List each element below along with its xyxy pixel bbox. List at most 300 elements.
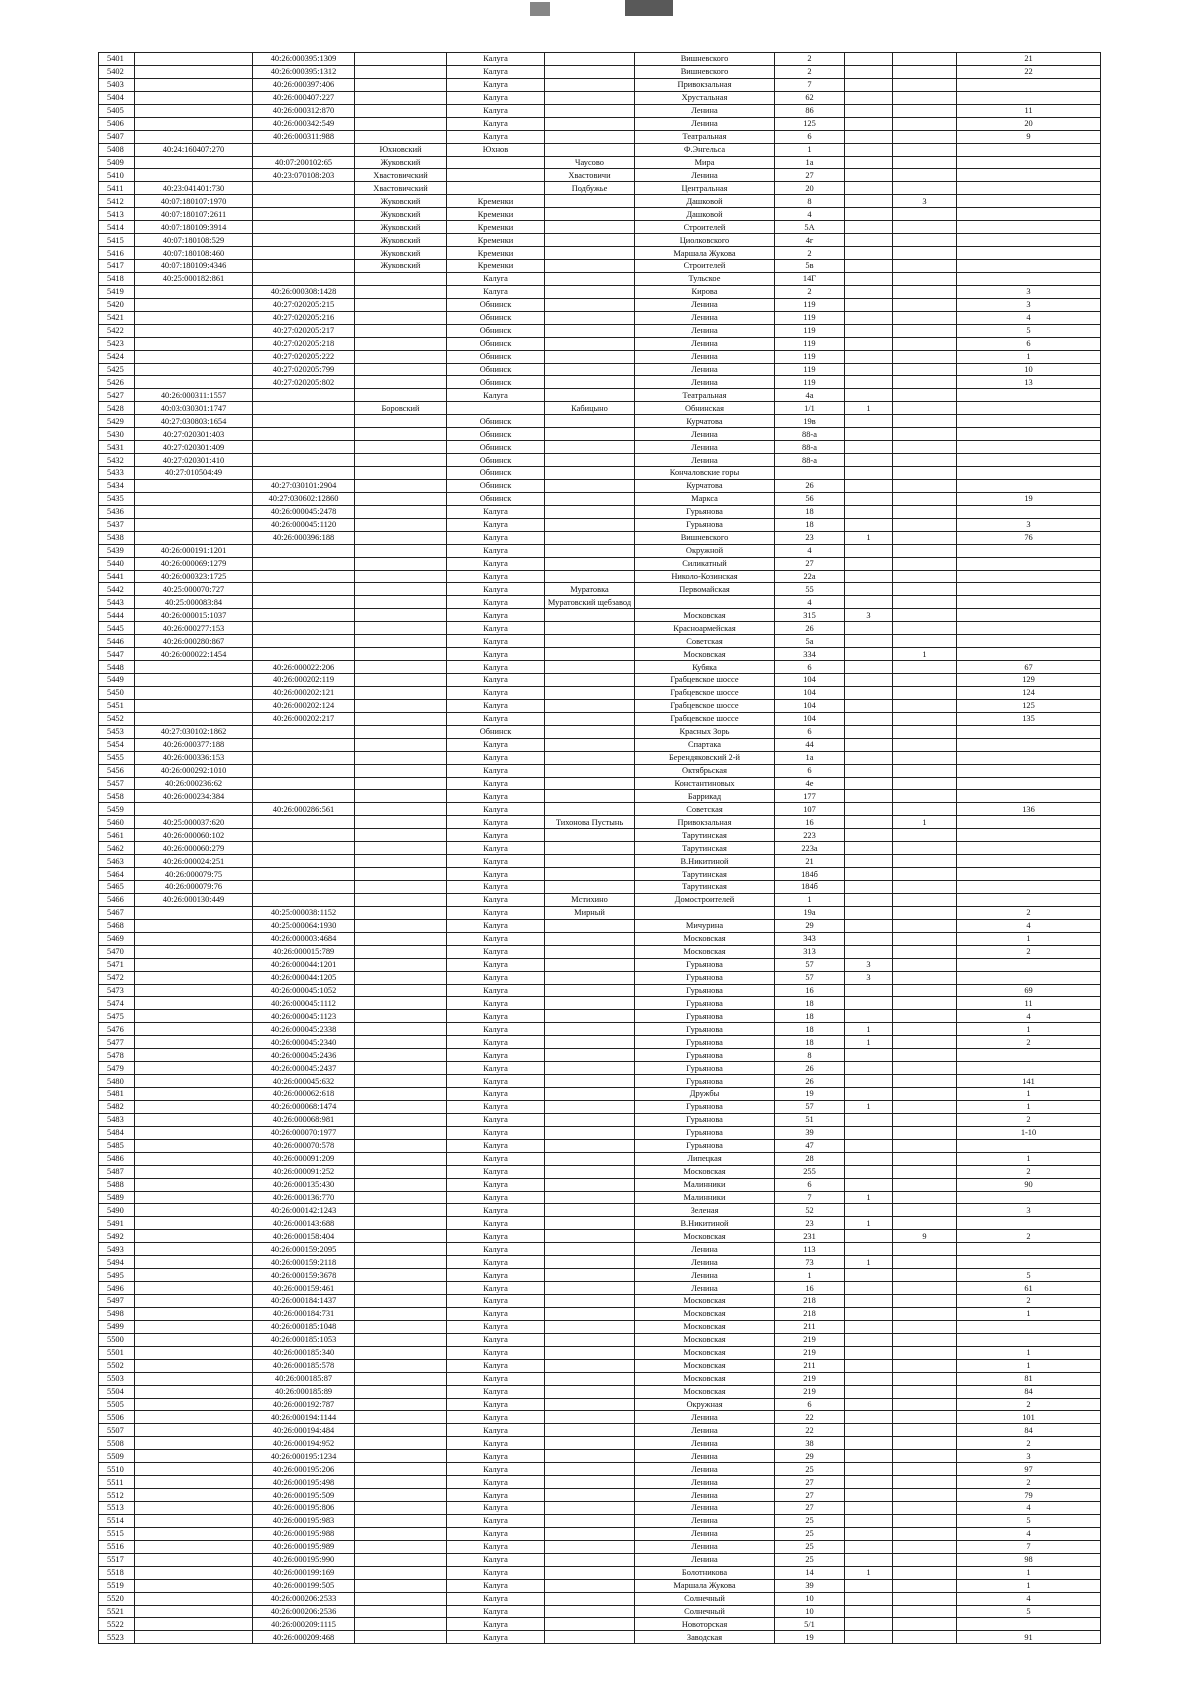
cell-street: Гурьянова [635,1010,775,1023]
cell-city: Обнинск [447,467,545,480]
cell-cad_a: 40:26:000336:153 [135,751,253,764]
cell-village [545,712,635,725]
cell-cad_b: 40:27:020205:222 [253,350,355,363]
cell-house: 119 [775,350,845,363]
cell-village [545,1075,635,1088]
cell-district [355,454,447,467]
cell-district: Жуковский [355,234,447,247]
cell-district [355,1075,447,1088]
cell-cad_b: 40:26:000195:1234 [253,1450,355,1463]
cell-district [355,479,447,492]
cell-district [355,971,447,984]
cell-city: Обнинск [447,725,545,738]
cell-house: 27 [775,557,845,570]
cell-district [355,1256,447,1269]
cell-cad_a [135,1165,253,1178]
cell-flat [957,402,1101,415]
cell-street: Московская [635,1372,775,1385]
cell-stroenie [893,260,957,273]
cell-district [355,1592,447,1605]
cell-n: 5423 [99,337,135,350]
cell-village [545,78,635,91]
table-row [99,1204,1101,1217]
cell-n: 5476 [99,1023,135,1036]
cell-cad_b [253,208,355,221]
cell-flat [957,777,1101,790]
table-row [99,441,1101,454]
cell-house: 28 [775,1152,845,1165]
cell-cad_b: 40:26:000397:406 [253,78,355,91]
cell-district [355,1450,447,1463]
cell-house: 57 [775,1100,845,1113]
cell-korpus [845,1579,893,1592]
cell-cad_a [135,661,253,674]
cell-district [355,428,447,441]
cell-district: Жуковский [355,208,447,221]
cell-korpus [845,1540,893,1553]
cell-flat [957,1049,1101,1062]
cell-city [447,169,545,182]
cell-n: 5433 [99,467,135,480]
cell-korpus [845,1372,893,1385]
cell-city: Обнинск [447,492,545,505]
cell-korpus [845,777,893,790]
table-row [99,699,1101,712]
cell-flat: 1 [957,1359,1101,1372]
cell-city: Калуга [447,997,545,1010]
cell-cad_b: 40:26:000142:1243 [253,1204,355,1217]
cell-village [545,1204,635,1217]
cell-city: Калуга [447,1075,545,1088]
cell-korpus [845,298,893,311]
table-row [99,53,1101,66]
cell-cad_b: 40:26:000045:2436 [253,1049,355,1062]
table-row [99,234,1101,247]
cell-korpus [845,1527,893,1540]
cell-village [545,1592,635,1605]
cell-n: 5456 [99,764,135,777]
cell-district [355,842,447,855]
cell-flat [957,790,1101,803]
cell-district [355,583,447,596]
cell-cad_b [253,454,355,467]
cell-village [545,143,635,156]
cell-korpus [845,1411,893,1424]
cell-city: Калуга [447,596,545,609]
cell-stroenie [893,635,957,648]
cell-village [545,945,635,958]
cell-cad_a [135,971,253,984]
cell-flat: 3 [957,285,1101,298]
cell-cad_a: 40:27:030803:1654 [135,415,253,428]
cell-n: 5499 [99,1320,135,1333]
table-row [99,467,1101,480]
table-row [99,816,1101,829]
cell-street: Гурьянова [635,1062,775,1075]
cell-n: 5487 [99,1165,135,1178]
cell-n: 5406 [99,117,135,130]
cell-cad_a [135,712,253,725]
cell-house: 1 [775,143,845,156]
cell-cad_b: 40:26:000045:2340 [253,1036,355,1049]
table-row [99,1295,1101,1308]
cell-flat: 3 [957,518,1101,531]
cell-street: Ленина [635,117,775,130]
cell-flat [957,557,1101,570]
cell-cad_a [135,1320,253,1333]
cell-stroenie: 3 [893,195,957,208]
cell-street: Тульское [635,272,775,285]
cell-stroenie [893,1411,957,1424]
cell-stroenie [893,893,957,906]
table-row [99,1062,1101,1075]
cell-korpus [845,1346,893,1359]
cell-city: Калуга [447,130,545,143]
cell-district: Жуковский [355,195,447,208]
cell-cad_a [135,1217,253,1230]
cell-flat [957,1217,1101,1230]
cell-district [355,712,447,725]
cell-cad_a: 40:26:000079:76 [135,881,253,894]
cell-city: Калуга [447,855,545,868]
cell-house: 2 [775,53,845,66]
cell-street: Силикатный [635,557,775,570]
cell-house: 26 [775,622,845,635]
cell-village [545,725,635,738]
cell-city: Калуга [447,803,545,816]
cell-cad_a [135,285,253,298]
cell-stroenie [893,454,957,467]
cell-korpus [845,65,893,78]
cell-n: 5413 [99,208,135,221]
cell-cad_a: 40:26:000069:1279 [135,557,253,570]
cell-stroenie [893,1269,957,1282]
table-row [99,1618,1101,1631]
cell-cad_a [135,1398,253,1411]
cell-cad_b: 40:26:000195:498 [253,1476,355,1489]
cell-cad_b: 40:26:000202:217 [253,712,355,725]
cell-village [545,1502,635,1515]
cell-korpus [845,661,893,674]
cell-cad_b [253,234,355,247]
table-row [99,505,1101,518]
table-row [99,1385,1101,1398]
table-row [99,311,1101,324]
cell-district [355,1424,447,1437]
cell-district [355,635,447,648]
cell-district: Хвастовичский [355,169,447,182]
cell-house: 219 [775,1385,845,1398]
cell-n: 5438 [99,531,135,544]
cell-street: Московская [635,1385,775,1398]
cell-city: Калуга [447,932,545,945]
cell-city: Калуга [447,1178,545,1191]
cell-cad_a [135,1049,253,1062]
cell-city: Калуга [447,764,545,777]
cell-district [355,1514,447,1527]
cell-flat [957,505,1101,518]
cell-house: 177 [775,790,845,803]
table-row [99,272,1101,285]
cell-village [545,1295,635,1308]
cell-cad_b: 40:26:000136:770 [253,1191,355,1204]
cell-flat [957,583,1101,596]
cell-stroenie [893,415,957,428]
cell-village: Мстихино [545,893,635,906]
cell-stroenie [893,790,957,803]
cell-n: 5435 [99,492,135,505]
cell-city [447,182,545,195]
cell-stroenie [893,324,957,337]
cell-flat [957,570,1101,583]
cell-flat: 101 [957,1411,1101,1424]
cell-village [545,505,635,518]
cell-flat: 1 [957,1152,1101,1165]
cell-street: Болотникова [635,1566,775,1579]
cell-korpus [845,881,893,894]
cell-district [355,661,447,674]
cell-cad_b: 40:26:000195:989 [253,1540,355,1553]
cell-house: 25 [775,1553,845,1566]
cell-korpus [845,648,893,661]
table-row [99,1191,1101,1204]
cell-stroenie [893,544,957,557]
table-row [99,518,1101,531]
cell-korpus [845,311,893,324]
cell-flat [957,1062,1101,1075]
cell-house: 7 [775,78,845,91]
cell-city: Калуга [447,1372,545,1385]
cell-district [355,855,447,868]
table-row [99,1592,1101,1605]
cell-city: Калуга [447,1320,545,1333]
cell-district [355,1553,447,1566]
cell-city: Калуга [447,1139,545,1152]
cell-village [545,1579,635,1592]
cell-house: 1а [775,156,845,169]
cell-cad_a [135,1618,253,1631]
cell-cad_a [135,1191,253,1204]
cell-cad_a [135,1307,253,1320]
cell-village [545,1307,635,1320]
cell-stroenie [893,984,957,997]
table-row [99,997,1101,1010]
cell-house: 25 [775,1514,845,1527]
cell-n: 5496 [99,1282,135,1295]
table-row [99,298,1101,311]
cell-cad_b [253,829,355,842]
cell-stroenie [893,1476,957,1489]
cell-cad_b [253,272,355,285]
cell-flat [957,182,1101,195]
cell-cad_b [253,143,355,156]
table-row [99,648,1101,661]
cell-stroenie [893,156,957,169]
cell-cad_a: 40:07:180107:2611 [135,208,253,221]
cell-city: Калуга [447,1527,545,1540]
cell-stroenie [893,803,957,816]
cell-house: 2 [775,247,845,260]
cell-n: 5488 [99,1178,135,1191]
cell-village [545,674,635,687]
cell-flat [957,91,1101,104]
cell-village [545,997,635,1010]
cell-korpus [845,1230,893,1243]
cell-city: Калуга [447,65,545,78]
table-row [99,182,1101,195]
cell-cad_a [135,311,253,324]
cell-district [355,1204,447,1217]
cell-district [355,1100,447,1113]
cell-stroenie [893,855,957,868]
cell-village [545,635,635,648]
cell-house: 104 [775,699,845,712]
cell-district [355,324,447,337]
cell-cad_b [253,609,355,622]
cell-street: Ленина [635,1424,775,1437]
cell-house: 44 [775,738,845,751]
cell-city: Калуга [447,1631,545,1644]
cell-cad_a [135,699,253,712]
cell-city: Калуга [447,958,545,971]
cell-stroenie [893,738,957,751]
cell-stroenie [893,117,957,130]
cell-house: 8 [775,195,845,208]
cell-cad_b: 40:26:000185:578 [253,1359,355,1372]
cell-stroenie [893,1295,957,1308]
cell-korpus: 1 [845,1191,893,1204]
cell-n: 5420 [99,298,135,311]
cell-city: Калуга [447,117,545,130]
cell-street: Строителей [635,260,775,273]
cell-korpus [845,984,893,997]
cell-cad_a [135,1631,253,1644]
cell-flat [957,260,1101,273]
cell-street: Ленина [635,1463,775,1476]
cell-village [545,518,635,531]
cell-n: 5412 [99,195,135,208]
cell-village [545,1217,635,1230]
cell-house: 4 [775,208,845,221]
cell-flat [957,156,1101,169]
cell-house: 16 [775,984,845,997]
cell-district [355,1540,447,1553]
cell-n: 5505 [99,1398,135,1411]
cell-korpus [845,1385,893,1398]
cell-n: 5516 [99,1540,135,1553]
cell-district [355,117,447,130]
cell-n: 5489 [99,1191,135,1204]
cell-street: Красноармейская [635,622,775,635]
cell-house: 57 [775,971,845,984]
cell-cad_b: 40:23:070108:203 [253,169,355,182]
cell-house: 38 [775,1437,845,1450]
cell-korpus [845,1605,893,1618]
cell-korpus [845,104,893,117]
cell-city: Калуга [447,544,545,557]
cell-village [545,1139,635,1152]
table-row [99,1450,1101,1463]
table-row [99,1333,1101,1346]
cell-village [545,467,635,480]
cell-village [545,1256,635,1269]
cell-village [545,803,635,816]
cell-district [355,1631,447,1644]
cell-house: 10 [775,1592,845,1605]
cell-district [355,881,447,894]
cell-korpus: 1 [845,1566,893,1579]
cell-n: 5483 [99,1113,135,1126]
cell-village [545,1411,635,1424]
cell-district [355,1230,447,1243]
cell-flat: 84 [957,1385,1101,1398]
cell-flat: 3 [957,298,1101,311]
cell-cad_a [135,169,253,182]
cell-house: 119 [775,324,845,337]
cell-village [545,919,635,932]
scan-artifact-left [530,2,550,16]
cell-house: 8 [775,1049,845,1062]
cell-street: Гурьянова [635,971,775,984]
cell-n: 5444 [99,609,135,622]
cell-flat: 1 [957,1100,1101,1113]
cell-n: 5471 [99,958,135,971]
cell-cad_b: 40:26:000195:990 [253,1553,355,1566]
cell-district [355,984,447,997]
cell-street: Тарутинская [635,881,775,894]
cell-n: 5472 [99,971,135,984]
cell-house: 219 [775,1333,845,1346]
table-row [99,117,1101,130]
cell-village [545,829,635,842]
cell-stroenie [893,958,957,971]
cell-stroenie [893,725,957,738]
cell-stroenie [893,104,957,117]
cell-flat: 2 [957,945,1101,958]
cell-street: Зеленая [635,1204,775,1217]
cell-house: 315 [775,609,845,622]
cell-city: Калуга [447,1165,545,1178]
cell-village [545,1320,635,1333]
cell-street: Ленина [635,311,775,324]
cell-flat: 20 [957,117,1101,130]
cell-stroenie [893,1631,957,1644]
cell-cad_b: 40:27:020205:215 [253,298,355,311]
cell-korpus [845,1320,893,1333]
cell-flat: 3 [957,1204,1101,1217]
table-row [99,945,1101,958]
cell-cad_b: 40:27:030101:2904 [253,479,355,492]
cell-village [545,1100,635,1113]
cell-flat: 1-10 [957,1126,1101,1139]
cell-city: Калуга [447,1307,545,1320]
cell-stroenie [893,1437,957,1450]
cell-village [545,415,635,428]
cell-village [545,1463,635,1476]
cell-cad_a: 40:26:000377:188 [135,738,253,751]
table-row [99,1372,1101,1385]
cell-flat: 61 [957,1282,1101,1295]
cell-korpus [845,1476,893,1489]
cell-cad_b [253,622,355,635]
cell-cad_b [253,583,355,596]
cell-district [355,816,447,829]
table-row [99,1088,1101,1101]
cell-n: 5490 [99,1204,135,1217]
cell-village [545,958,635,971]
register-table [98,52,1101,1644]
cell-cad_a: 40:26:000277:153 [135,622,253,635]
